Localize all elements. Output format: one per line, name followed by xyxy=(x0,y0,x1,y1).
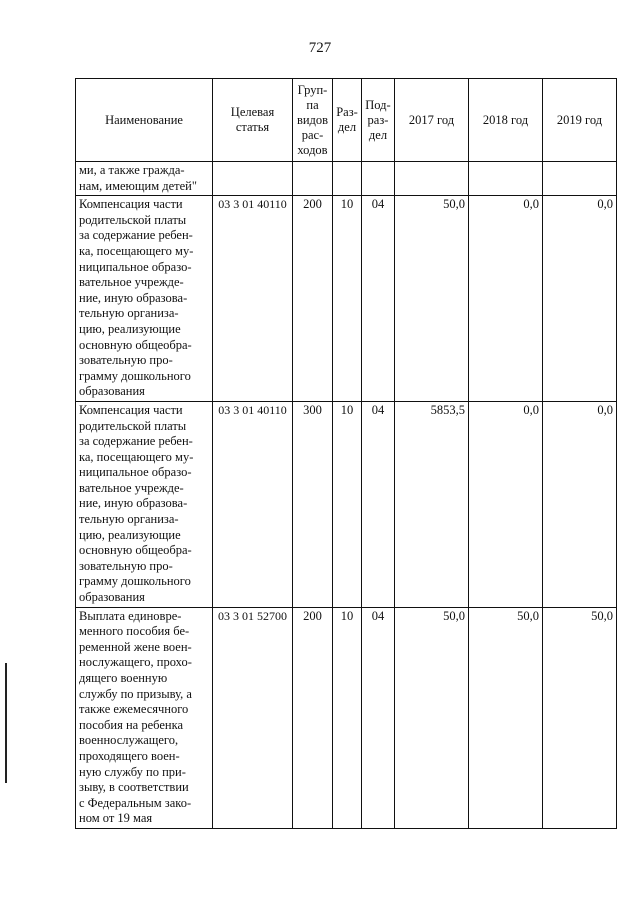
row-name-line: тельную организа- xyxy=(79,306,179,321)
row-subsection: 04 xyxy=(362,401,395,607)
row-name-line: зовательную про- xyxy=(79,353,173,368)
row-name-line: за содержание ребен- xyxy=(79,228,193,243)
budget-table xyxy=(75,78,617,829)
row-subsection xyxy=(362,162,395,196)
row-name-line: тельную организа- xyxy=(79,512,179,527)
row-name-line: проходящего воен- xyxy=(79,748,180,763)
header-group-line: рас- xyxy=(301,127,324,142)
table-row xyxy=(76,196,617,402)
row-section: 10 xyxy=(333,607,362,828)
row-name-line: ние, иную образова- xyxy=(79,496,188,511)
row-name-line: ниципальное образо- xyxy=(79,465,192,480)
row-name-line: ка, посещающего му- xyxy=(79,243,194,258)
row-name-line: Выплата единовре- xyxy=(79,608,182,623)
row-name-line: ка, посещающего му- xyxy=(79,449,194,464)
row-name-line: основную общеобра- xyxy=(79,337,192,352)
header-section-line: дел xyxy=(337,120,357,134)
header-row xyxy=(76,79,617,162)
row-name-line: менного пособия бе- xyxy=(79,624,190,639)
row-name-line: ном от 19 мая xyxy=(79,811,153,826)
row-expense-group: 200 xyxy=(293,196,333,402)
header-name: Наименование xyxy=(76,79,213,162)
row-amount-2018 xyxy=(469,162,543,196)
row-name-line: грамму дошкольного xyxy=(79,368,191,383)
row-name-line: ниципальное образо- xyxy=(79,259,192,274)
table-row xyxy=(76,401,617,607)
row-section xyxy=(333,162,362,196)
row-name-line: грамму дошкольного xyxy=(79,574,191,589)
header-group-line: па xyxy=(306,97,319,112)
row-amount-2019: 0,0 xyxy=(543,401,617,607)
row-amount-2018: 50,0 xyxy=(469,607,543,828)
row-name xyxy=(76,401,213,607)
row-name-line: зовательную про- xyxy=(79,558,173,573)
row-expense-group xyxy=(293,162,333,196)
row-amount-2017: 50,0 xyxy=(395,196,469,402)
row-name-line: ременной жене воен- xyxy=(79,639,192,654)
row-name-line: образования xyxy=(79,590,145,605)
row-name-line: с Федеральным зако- xyxy=(79,795,192,810)
header-2017: 2017 год xyxy=(395,79,469,162)
row-name-line: нам, имеющим детей" xyxy=(79,178,197,193)
header-2019: 2019 год xyxy=(543,79,617,162)
row-name-line: ную службу по при- xyxy=(79,764,186,779)
page-number: 727 xyxy=(308,40,332,56)
table-body xyxy=(76,162,617,829)
row-section: 10 xyxy=(333,196,362,402)
row-name-line: за содержание ребен- xyxy=(79,434,193,449)
row-section: 10 xyxy=(333,401,362,607)
row-target-article: 03 3 01 40110 xyxy=(213,196,293,402)
header-group-line: Груп- xyxy=(297,82,328,97)
row-name xyxy=(76,196,213,402)
row-expense-group: 200 xyxy=(293,607,333,828)
header-group-line: видов xyxy=(296,112,329,127)
row-name-line: родительской платы xyxy=(79,418,187,433)
header-subsection-line: раз- xyxy=(367,112,389,127)
row-name-line: основную общеобра- xyxy=(79,543,192,558)
header-subsection-line: Под- xyxy=(365,97,391,112)
row-amount-2017: 5853,5 xyxy=(395,401,469,607)
margin-mark xyxy=(5,663,7,783)
row-name-line: службу по призыву, а xyxy=(79,686,192,701)
header-expense-group xyxy=(293,79,333,162)
row-name-line: военнослужащего, xyxy=(79,733,179,748)
row-name-line: нослужащего, прохо- xyxy=(79,655,192,670)
row-target-article xyxy=(213,162,293,196)
row-amount-2018: 0,0 xyxy=(469,196,543,402)
header-section-line: Раз- xyxy=(336,105,358,119)
row-name-line: родительской платы xyxy=(79,212,187,227)
row-amount-2017 xyxy=(395,162,469,196)
header-2018: 2018 год xyxy=(469,79,543,162)
header-subsection xyxy=(362,79,395,162)
row-name-line: образования xyxy=(79,384,145,399)
header-target-line: статья xyxy=(235,120,270,134)
row-subsection: 04 xyxy=(362,607,395,828)
row-amount-2019: 0,0 xyxy=(543,196,617,402)
row-target-article: 03 3 01 52700 xyxy=(213,607,293,828)
row-name-line: зыву, в соответствии xyxy=(79,780,189,795)
row-name-line: ми, а также гражда- xyxy=(79,163,185,177)
row-name-line: пособия на ребенка xyxy=(79,717,183,732)
row-name-line: Компенсация части xyxy=(79,197,183,212)
row-name-line: цию, реализующие xyxy=(79,321,181,336)
row-name xyxy=(76,162,213,196)
header-subsection-line: дел xyxy=(368,127,388,142)
row-target-article: 03 3 01 40110 xyxy=(213,401,293,607)
header-target-article xyxy=(213,79,293,162)
table-row xyxy=(76,607,617,828)
row-name xyxy=(76,607,213,828)
header-group-line: ходов xyxy=(297,142,328,157)
row-name-line: ние, иную образова- xyxy=(79,290,188,305)
row-amount-2017: 50,0 xyxy=(395,607,469,828)
row-name-line: вательное учрежде- xyxy=(79,480,184,495)
row-subsection: 04 xyxy=(362,196,395,402)
row-expense-group: 300 xyxy=(293,401,333,607)
row-name-line: вательное учрежде- xyxy=(79,275,184,290)
row-amount-2019: 50,0 xyxy=(543,607,617,828)
row-amount-2018: 0,0 xyxy=(469,401,543,607)
table-row xyxy=(76,162,617,196)
row-amount-2019 xyxy=(543,162,617,196)
row-name-line: также ежемесячного xyxy=(79,702,189,717)
header-section xyxy=(333,79,362,162)
row-name-line: дящего военную xyxy=(79,671,168,685)
row-name-line: Компенсация части xyxy=(79,402,183,417)
header-target-line: Целевая xyxy=(230,105,275,119)
row-name-line: цию, реализующие xyxy=(79,527,181,542)
